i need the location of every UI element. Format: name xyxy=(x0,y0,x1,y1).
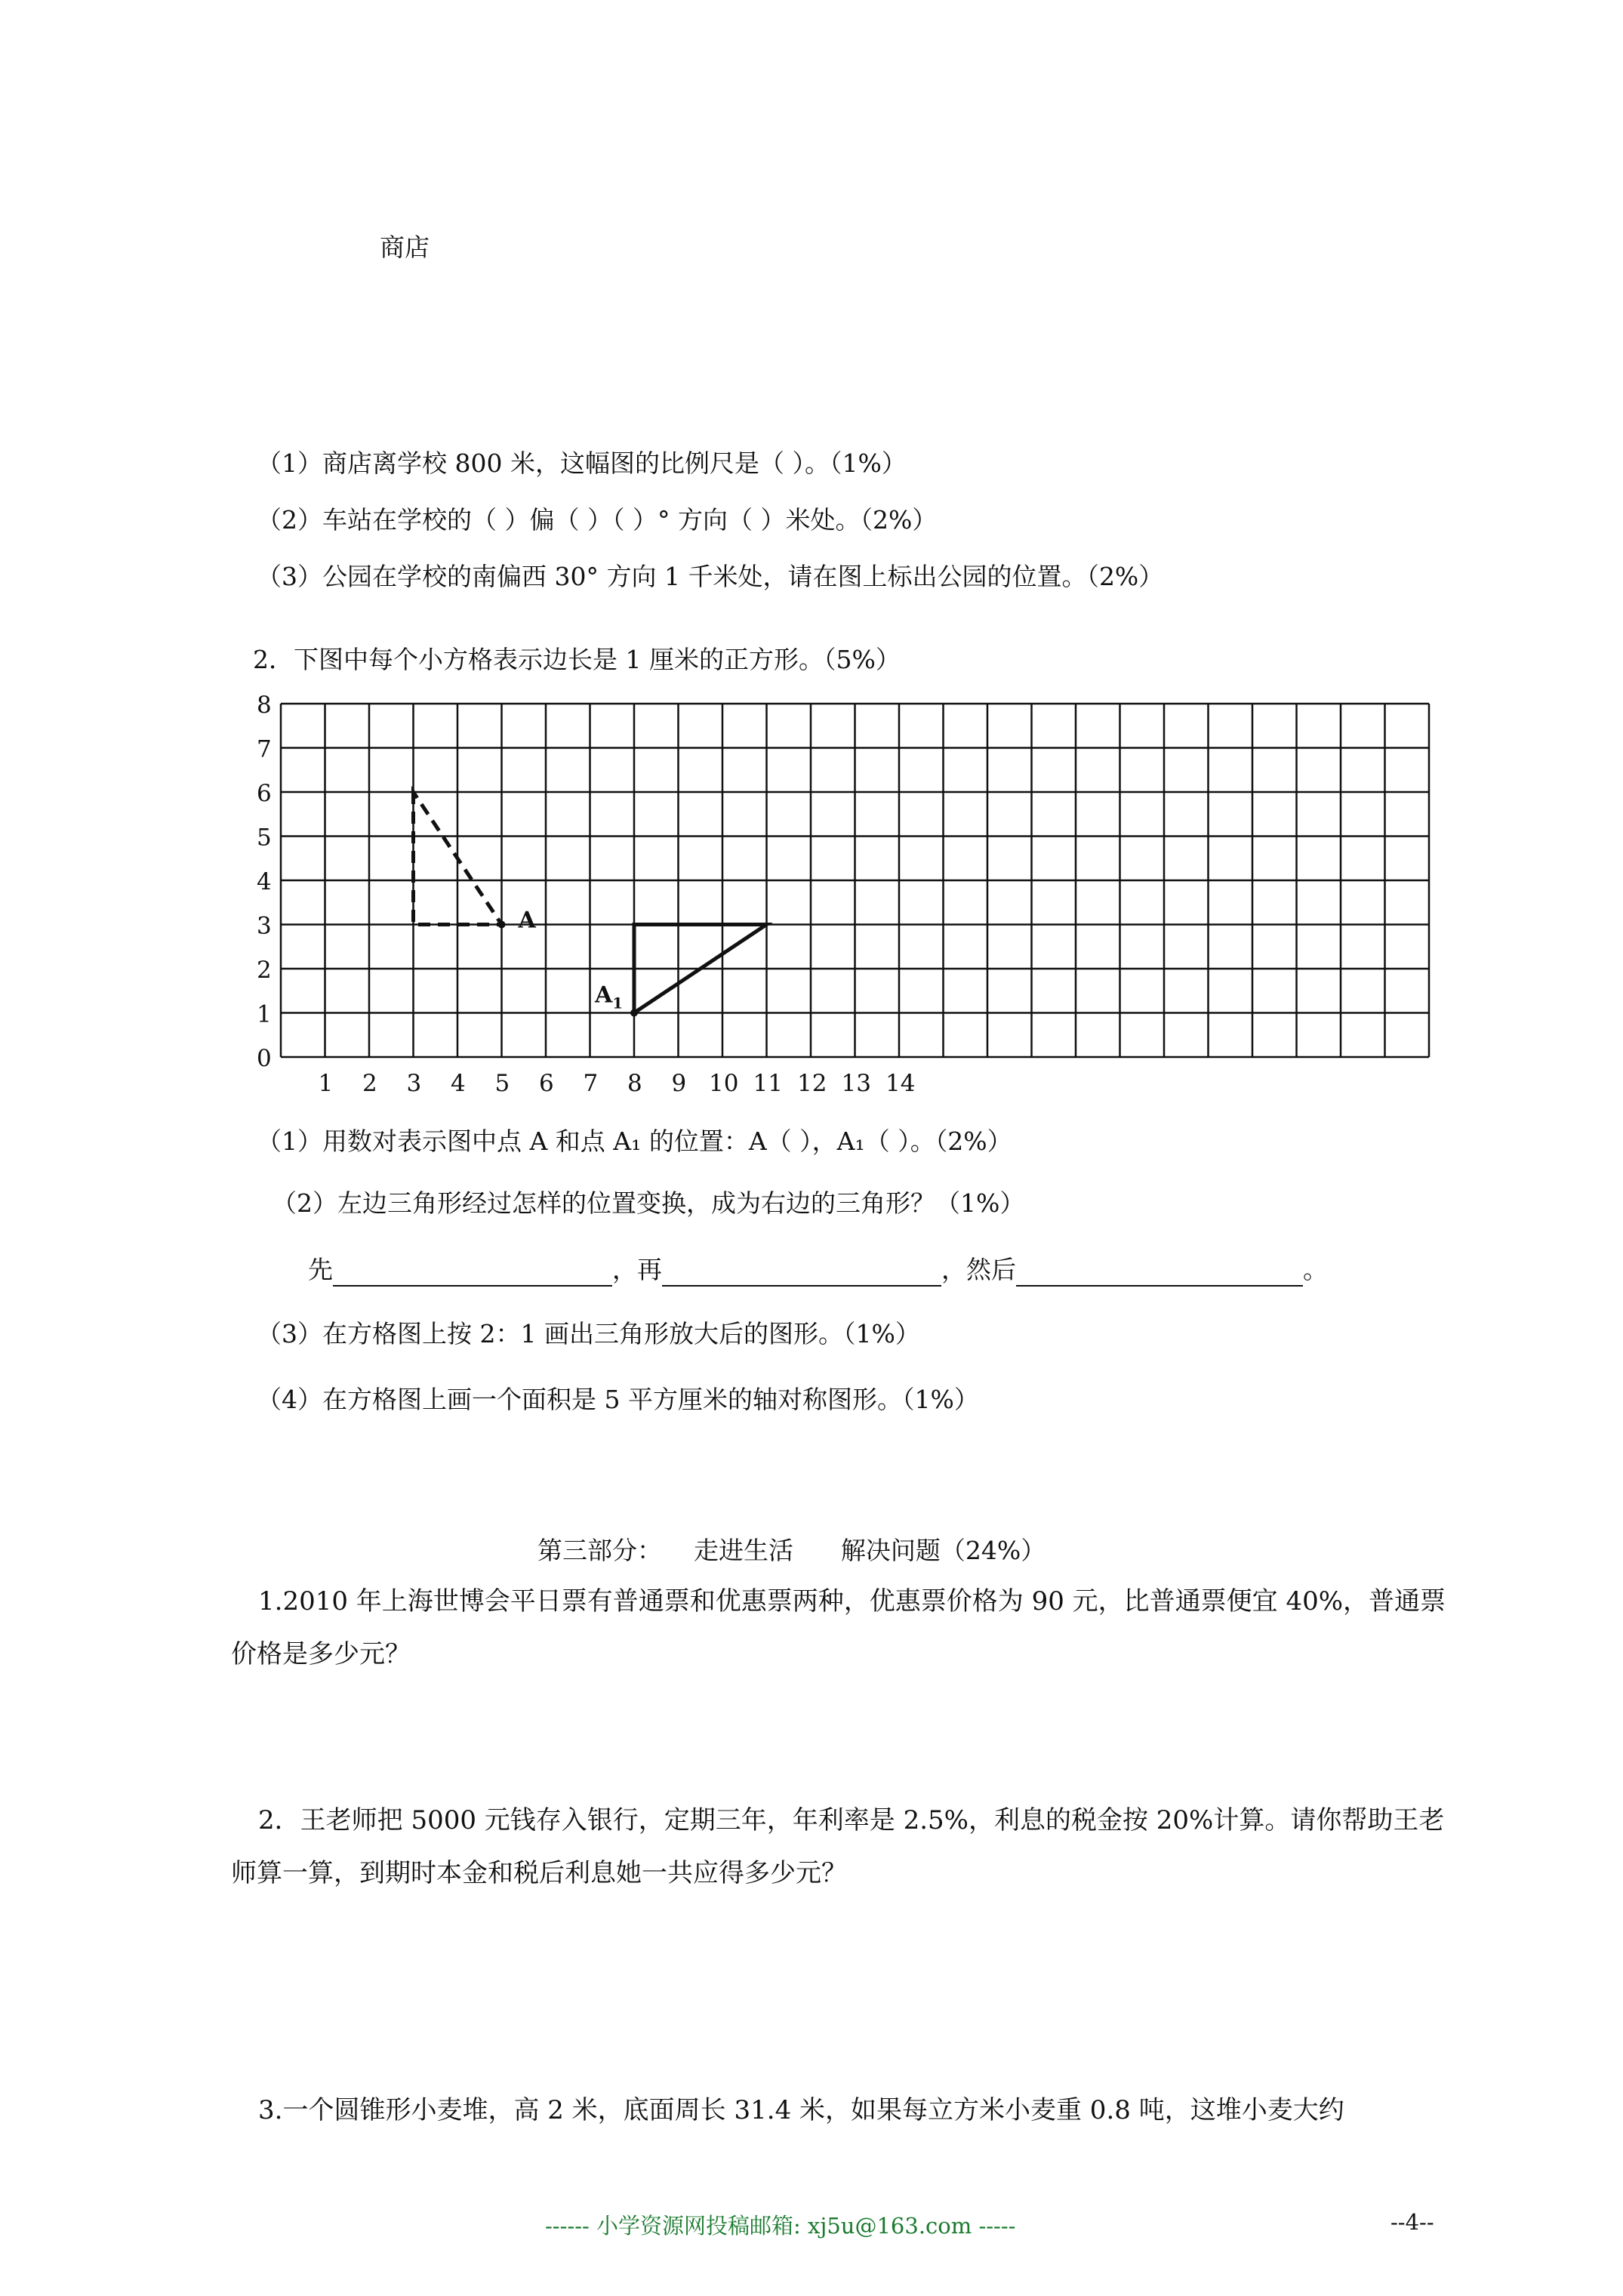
x-tick-label: 2 xyxy=(362,1070,377,1097)
q2-fill-line xyxy=(308,1252,1328,1287)
part3-heading: 第三部分： 走进生活 解决问题（24%） xyxy=(537,1536,1046,1565)
q1-item-3: （3）公园在学校的南偏西 30° 方向 1 千米处，请在图上标出公园的位置。（2%） xyxy=(257,562,1164,591)
x-tick-label: 5 xyxy=(494,1070,510,1097)
q2-title: 2．下图中每个小方格表示边长是 1 厘米的正方形。（5%） xyxy=(253,645,901,674)
q2-sub3: （3）在方格图上按 2：1 画出三角形放大后的图形。（1%） xyxy=(257,1319,920,1348)
point-a1 xyxy=(630,1009,638,1017)
x-tick-label: 14 xyxy=(885,1070,916,1097)
x-tick-label: 8 xyxy=(627,1070,642,1097)
part3-problem-3: 3.一个圆锥形小麦堆，高 2 米，底面周长 31.4 米，如果每立方米小麦重 0.8 吨，这堆小麦大约 xyxy=(258,2095,1344,2125)
point-a1-subscript: 1 xyxy=(612,994,624,1012)
x-tick-label: 11 xyxy=(753,1070,783,1097)
x-tick-label: 3 xyxy=(406,1070,422,1097)
y-tick-label: 4 xyxy=(257,868,272,895)
y-tick-label: 6 xyxy=(257,780,272,807)
shop-label: 商店 xyxy=(380,233,430,262)
q2-sub2: （2）左边三角形经过怎样的位置变换，成为右边的三角形？（1%） xyxy=(272,1188,1025,1218)
x-tick-label: 13 xyxy=(841,1070,871,1097)
fill-end-label: 。 xyxy=(1303,1255,1328,1284)
x-tick-label: 1 xyxy=(318,1070,334,1097)
x-tick-label: 7 xyxy=(583,1070,599,1097)
y-tick-label: 1 xyxy=(257,1000,272,1028)
q2-sub1: （1）用数对表示图中点 A 和点 A₁ 的位置：A（ ），A₁（ ）。（2%） xyxy=(257,1126,1012,1156)
y-tick-label: 7 xyxy=(257,735,272,763)
y-tick-label: 8 xyxy=(257,692,272,719)
coordinate-grid xyxy=(242,687,1464,1102)
point-a-label: A xyxy=(518,907,536,934)
fill-blank-3[interactable] xyxy=(1016,1252,1303,1287)
page-number: --4-- xyxy=(1390,2209,1434,2235)
part3-problem-1: 1.2010 年上海世博会平日票有普通票和优惠票两种，优惠票价格为 90 元，比普通票便宜 40%，普通票价格是多少元？ xyxy=(231,1586,1446,1669)
q1-item-1: （1）商店离学校 800 米，这幅图的比例尺是（ ）。（1%） xyxy=(257,448,907,478)
fill-blank-2[interactable] xyxy=(662,1252,941,1287)
x-tick-label: 6 xyxy=(539,1070,554,1097)
part3-problem-2: 2．王老师把 5000 元钱存入银行，定期三年，年利率是 2.5%，利息的税金按 20%计算。请你帮助王老师算一算，到期时本金和税后利息她一共应得多少元？ xyxy=(231,1805,1445,1888)
x-tick-label: 12 xyxy=(797,1070,827,1097)
q2-sub4: （4）在方格图上画一个面积是 5 平方厘米的轴对称图形。（1%） xyxy=(257,1385,979,1414)
point-a1-label xyxy=(594,982,623,1012)
fill-blank-1[interactable] xyxy=(333,1252,612,1287)
footer-text: ------ 小学资源网投稿邮箱: xj5u@163.com ----- xyxy=(545,2213,1016,2239)
q1-item-2: （2）车站在学校的（ ）偏（ ）（ ）° 方向（ ）米处。（2%） xyxy=(257,505,938,535)
x-tick-label: 4 xyxy=(451,1070,466,1097)
y-tick-label: 0 xyxy=(257,1045,272,1072)
y-tick-label: 3 xyxy=(257,912,272,940)
y-tick-label: 5 xyxy=(257,824,272,852)
x-tick-label: 10 xyxy=(709,1070,739,1097)
fill-then-label: ，再 xyxy=(612,1255,662,1284)
point-a xyxy=(498,921,506,929)
y-tick-label: 2 xyxy=(257,957,272,984)
fill-finally-label: ，然后 xyxy=(941,1255,1016,1284)
point-a1-letter: A xyxy=(595,982,613,1009)
x-tick-label: 9 xyxy=(671,1070,687,1097)
fill-first-label: 先 xyxy=(308,1255,333,1284)
